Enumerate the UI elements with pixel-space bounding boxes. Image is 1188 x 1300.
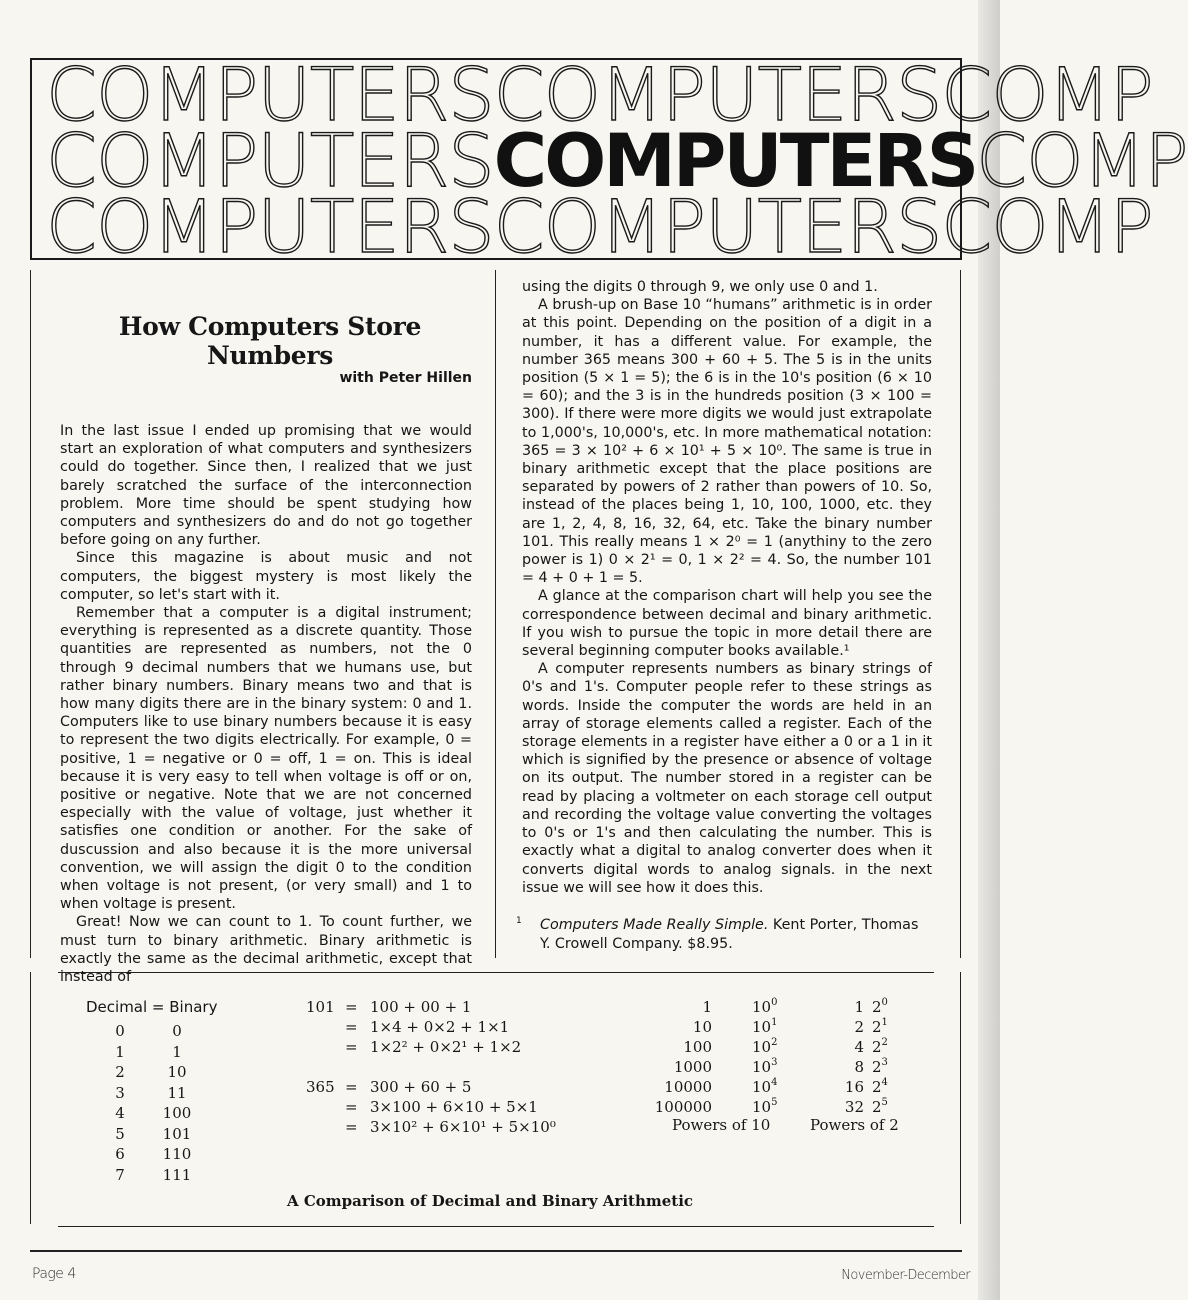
- powers10-exponent: 4: [771, 1077, 778, 1088]
- equation-sign: =: [345, 1018, 358, 1036]
- paragraph: using the digits 0 through 9, we only use 0 and 1.: [522, 279, 878, 295]
- powers10-base: 10: [752, 1018, 772, 1036]
- binary-value: 10: [167, 1063, 187, 1081]
- powers2-exponent: 1: [881, 1017, 888, 1028]
- decimal-binary-row: [100, 1022, 210, 1042]
- powers10-exponent: 3: [771, 1057, 778, 1068]
- decimal-value: 1: [115, 1042, 125, 1061]
- powers10-power: [752, 998, 812, 1016]
- equation-sign: =: [345, 998, 358, 1016]
- powers10-power: [752, 1038, 812, 1056]
- powers10-base: 10: [752, 1038, 772, 1056]
- powers2-power: [872, 1058, 912, 1076]
- powers10-value: 10000: [664, 1078, 712, 1096]
- powers2-value: 4: [854, 1038, 864, 1056]
- chart-caption: A Comparison of Decimal and Binary Arithmetic: [286, 1192, 694, 1210]
- equation-sign: =: [345, 1098, 358, 1116]
- powers2-base: 2: [872, 998, 882, 1016]
- powers2-value: 16: [844, 1078, 864, 1096]
- paragraph: In the last issue I ended up promising that we would start an exploration of what computers and synthesizers could do together. Since then, I realized that we just barely scratched the surface of the interconnection problem. More time should be spent studying how computers and synthesizers do and do not go together before going on any further.: [60, 423, 472, 549]
- decimal-binary-row: [100, 1145, 210, 1165]
- powers10-value: 10: [692, 1018, 712, 1036]
- paragraph: A computer represents numbers as binary strings of 0's and 1's. Computer people refer to these strings as words. Inside the computer the words are held in an array of storage elements called a register. Each of the storage elements in a register have either a 0 or a 1 in it which is signified by the presence or absence of voltage on its output. The number stored in a register can be read by placing a voltmeter on each storage cell output and recording the voltage value converting the voltages to 0's or 1's and then calculating the number. This is exactly what a digital to analog converter does when it converts digital words to analog signals. in the next issue we will see how it does this.: [522, 661, 932, 896]
- equation-lhs: [306, 1018, 336, 1038]
- chart-left-rule: [30, 972, 31, 1224]
- powers10-value: 100: [683, 1038, 712, 1056]
- page-number: Page 4: [32, 1266, 76, 1282]
- equation-rhs: 100 + 00 + 1: [370, 998, 472, 1016]
- powers10-value: 1: [702, 998, 712, 1016]
- powers2-value: 8: [854, 1058, 864, 1076]
- powers2-value: 1: [854, 998, 864, 1016]
- powers2-power: [872, 1038, 912, 1056]
- banner-row-2-post: COMP: [976, 119, 1188, 204]
- powers10-exponent: 2: [771, 1037, 778, 1048]
- powers2-base: 2: [872, 1038, 882, 1056]
- powers2-exponent: 4: [881, 1077, 888, 1088]
- decimal-binary-row: [100, 1166, 210, 1186]
- decimal-value: 2: [115, 1063, 125, 1081]
- binary-value: 100: [162, 1104, 192, 1122]
- powers10-base: 10: [752, 1098, 772, 1116]
- powers10-value: 100000: [654, 1098, 712, 1116]
- banner-row-3: COMPUTERSCOMPUTERSCOMP: [46, 185, 1153, 270]
- equation-rhs: 1×4 + 0×2 + 1×1: [370, 1018, 510, 1036]
- powers2-value: 2: [854, 1018, 864, 1036]
- powers10-power: [752, 1058, 812, 1076]
- decimal-binary-row: [100, 1084, 210, 1104]
- powers10-exponent: 5: [771, 1097, 778, 1108]
- binary-value: 101: [162, 1124, 192, 1143]
- powers10-power: [752, 1078, 812, 1096]
- right-margin-rule: [960, 270, 961, 958]
- equation-lhs: [306, 1118, 336, 1138]
- equation-rhs: 3×100 + 6×10 + 5×1: [370, 1098, 538, 1116]
- binary-value: 11: [167, 1083, 187, 1102]
- paragraph: A brush-up on Base 10 “humans” arithmetic is in order at this point. Depending on the position of a digit in a number, it has a different value. For example, the number 365 means 300 + 60 + 5. The 5 is in the units position (5 × 1 = 5); the 6 is in the 10's position (6 × 10 = 60); and the 3 is in the hundreds position (3 × 100 = 300). If there were more digits we would just extrapolate to 1,000's, 10,000's, etc. In more mathematical notation: 365 = 3 × 10² + 6 × 10¹ + 5 × 10⁰. The same is true in binary arithmetic except that the place positions are separated by powers of 2 rather than powers of 10. So, instead of the places being 1, 10, 100, 1000, etc. they are 1, 2, 4, 8, 16, 32, 64, etc. Take the binary number 101. This really means 1 × 2⁰ = 1 (anythiny to the zero power is 1) 0 × 2¹ = 0, 1 × 2² = 4. So, the number 101 = 4 + 0 + 1 = 5.: [522, 297, 932, 587]
- powers2-exponent: 5: [881, 1097, 888, 1108]
- powers-of-2-label: Powers of 2: [810, 1116, 899, 1134]
- powers2-base: 2: [872, 1058, 882, 1076]
- footnote-mark: 1: [516, 916, 522, 926]
- chart-bottom-rule: [58, 1226, 934, 1227]
- equation-lhs: [306, 1038, 336, 1058]
- decimal-value: 3: [115, 1083, 125, 1102]
- paragraph: Since this magazine is about music and not computers, the biggest mystery is most likely the computer, so let's start with it.: [60, 550, 472, 603]
- footnote-book-title: Computers Made Really Simple.: [540, 917, 769, 933]
- decimal-binary-row: [100, 1125, 210, 1145]
- equation-rhs: 3×10² + 6×10¹ + 5×10⁰: [370, 1118, 556, 1136]
- banner-row-2-bold: COMPUTERS: [493, 119, 977, 204]
- equation-lhs: 101: [306, 998, 335, 1016]
- powers2-base: 2: [872, 1018, 882, 1036]
- byline: with Peter Hillen: [339, 370, 472, 386]
- paragraph: Remember that a computer is a digital instrument; everything is represented as a discrete quantity. Those quantities are represented as numbers, not the 0 through 9 decimal numbers that we humans use, but rather binary numbers. Binary means two and that is how many digits there are in the binary system: 0 and 1. Computers like to use binary numbers because it is easy to represent the two digits electrically. For example, 0 = positive, 1 = negative or 0 = off, 1 = on. This is ideal because it is very easy to tell when voltage is off or on, positive or negative. Note that we are not concerned especially with the value of voltage, just whether it satisfies one condition or another. For the sake of duscussion and also because it is the more universal convention, we will assign the digit 0 to the condition when voltage is not present, (or very small) and 1 to when voltage is present.: [60, 605, 472, 913]
- equation-sign: =: [345, 1118, 358, 1136]
- powers2-base: 2: [872, 1098, 882, 1116]
- powers2-value: 32: [844, 1098, 864, 1116]
- equation-sign: =: [345, 1078, 358, 1096]
- powers2-exponent: 2: [881, 1037, 888, 1048]
- equation-lhs: [306, 1098, 336, 1118]
- computers-banner: [30, 53, 1188, 270]
- decimal-binary-row: [100, 1104, 210, 1124]
- binary-value: 1: [172, 1042, 182, 1061]
- powers2-power: [872, 1018, 912, 1036]
- decimal-value: 4: [115, 1104, 125, 1122]
- equation-sign: =: [345, 1038, 358, 1056]
- decimal-value: 5: [115, 1124, 125, 1143]
- powers10-exponent: 0: [771, 997, 778, 1008]
- column-divider: [495, 270, 496, 958]
- right-column-text: [522, 278, 932, 897]
- powers2-base: 2: [872, 1078, 882, 1096]
- powers10-value: 1000: [673, 1058, 712, 1076]
- banner-row-2-pre: COMPUTERS: [46, 119, 494, 204]
- decimal-value: 0: [115, 1022, 125, 1040]
- paragraph: A glance at the comparison chart will help you see the correspondence between decimal and binary arithmetic. If you wish to pursue the topic in more detail there are several beginning computer books available.¹: [522, 588, 932, 660]
- powers2-power: [872, 1098, 912, 1116]
- decimal-value: 7: [115, 1165, 125, 1184]
- powers2-power: [872, 998, 912, 1016]
- powers2-exponent: 3: [881, 1057, 888, 1068]
- equation-lhs: 365: [306, 1078, 335, 1096]
- equation-rhs: 300 + 60 + 5: [370, 1078, 472, 1096]
- decimal-binary-row: [100, 1043, 210, 1063]
- powers10-base: 10: [752, 1078, 772, 1096]
- issue-date: November-December: [841, 1268, 970, 1283]
- article-title: How Computers Store Numbers: [118, 312, 422, 370]
- binary-value: 111: [162, 1165, 192, 1184]
- powers-of-10-label: Powers of 10: [672, 1116, 771, 1134]
- decimal-value: 6: [115, 1145, 125, 1163]
- powers2-exponent: 0: [881, 997, 888, 1008]
- paragraph: Great! Now we can count to 1. To count further, we must turn to binary arithmetic. Binary arithmetic is exactly the same as the decimal arithmetic, except that instead of: [60, 914, 472, 986]
- left-margin-rule: [30, 270, 31, 958]
- binary-value: 0: [172, 1022, 182, 1040]
- banner-row-1: COMPUTERSCOMPUTERSCOMP: [46, 53, 1153, 138]
- chart-right-rule: [960, 972, 961, 1224]
- decimal-binary-header: Decimal = Binary: [86, 998, 218, 1016]
- powers2-power: [872, 1078, 912, 1096]
- footnote-citation: Kent Porter, Thomas Y. Crowell Company. $8.95.: [540, 917, 919, 952]
- powers10-base: 10: [752, 998, 772, 1016]
- powers10-power: [752, 1098, 812, 1116]
- left-column-text: [60, 422, 472, 986]
- equation-rhs: 1×2² + 0×2¹ + 1×2: [370, 1038, 522, 1056]
- powers10-power: [752, 1018, 812, 1036]
- footnote: [516, 916, 932, 953]
- powers10-exponent: 1: [771, 1017, 778, 1028]
- powers10-base: 10: [752, 1058, 772, 1076]
- decimal-binary-row: [100, 1063, 210, 1083]
- binary-value: 110: [162, 1145, 192, 1163]
- footer-rule: [30, 1250, 962, 1252]
